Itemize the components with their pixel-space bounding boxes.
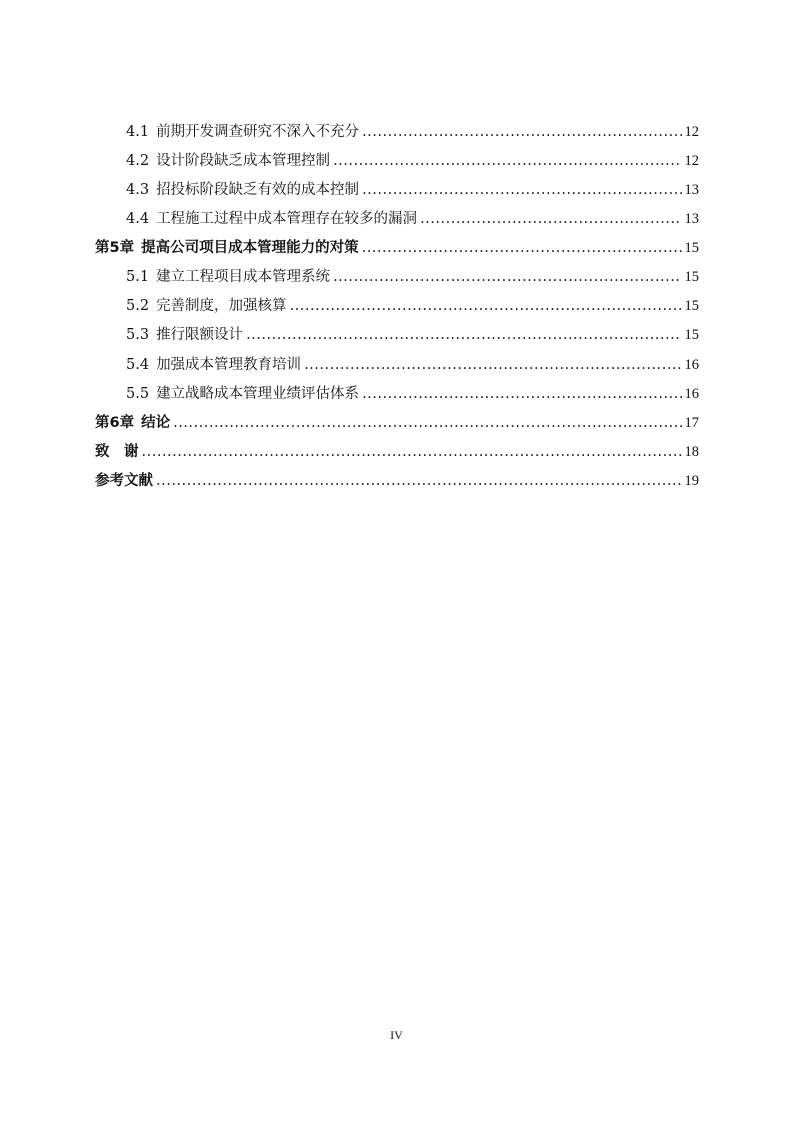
toc-leader-dots <box>362 121 681 143</box>
toc-chapter-number: 第5章 <box>95 240 135 256</box>
toc-leader-dots <box>362 383 681 405</box>
toc-entry-page: 16 <box>684 386 699 402</box>
toc-entry-5-5[interactable] <box>126 383 699 405</box>
toc-references[interactable] <box>95 470 699 492</box>
toc-entry-page: 16 <box>684 357 699 373</box>
toc-entry-number: 4.2 <box>126 153 150 169</box>
toc-entry-number: 5.5 <box>126 386 150 402</box>
toc-entry-title: 前期开发调查研究不深入不充分 <box>156 124 360 140</box>
toc-entry-page: 15 <box>684 269 699 285</box>
toc-entry-title: 完善制度，加强核算 <box>156 298 287 314</box>
toc-entry-page: 13 <box>684 182 699 198</box>
toc-leader-dots <box>420 208 681 230</box>
toc-leader-dots <box>156 470 682 492</box>
toc-entry-4-2[interactable] <box>126 150 699 172</box>
toc-leader-dots <box>304 354 681 376</box>
toc-entry-title: 建立工程项目成本管理系统 <box>156 269 331 285</box>
toc-leader-dots <box>142 441 682 463</box>
toc-entry-title: 推行限额设计 <box>156 327 244 343</box>
toc-acknowledgements[interactable] <box>95 441 699 463</box>
toc-leader-dots <box>333 266 681 288</box>
toc-entry-page: 17 <box>684 415 699 431</box>
toc-entry-number: 4.1 <box>126 124 150 140</box>
toc-entry-5-3[interactable] <box>126 324 699 346</box>
toc-entry-number: 5.1 <box>126 269 150 285</box>
toc-entry-5-2[interactable] <box>126 295 699 317</box>
toc-leader-dots <box>173 412 681 434</box>
toc-leader-dots <box>362 179 681 201</box>
toc-entry-number: 5.3 <box>126 327 150 343</box>
toc-entry-5-4[interactable] <box>126 354 699 376</box>
toc-chapter-title: 结论 <box>141 415 171 431</box>
toc-entry-title: 建立战略成本管理业绩评估体系 <box>156 386 360 402</box>
toc-entry-5-1[interactable] <box>126 266 699 288</box>
toc-entry-page: 15 <box>684 327 699 343</box>
toc-chapter-6[interactable] <box>95 412 699 434</box>
toc-entry-title: 加强成本管理教育培训 <box>156 357 302 373</box>
toc-entry-4-4[interactable] <box>126 208 699 230</box>
toc-entry-number: 5.4 <box>126 357 150 373</box>
toc-entry-page: 12 <box>684 124 699 140</box>
toc-entry-4-3[interactable] <box>126 179 699 201</box>
toc-entry-title: 设计阶段缺乏成本管理控制 <box>156 153 331 169</box>
toc-entry-page: 13 <box>684 211 699 227</box>
toc-leader-dots <box>246 324 681 346</box>
toc-entry-page: 12 <box>684 153 699 169</box>
toc-entry-page: 19 <box>684 473 699 489</box>
toc-entry-number: 4.3 <box>126 182 150 198</box>
toc-entry-title: 工程施工过程中成本管理存在较多的漏洞 <box>156 211 418 227</box>
toc-chapter-number: 第6章 <box>95 415 135 431</box>
toc-chapter-title: 致 谢 <box>95 444 139 460</box>
toc-entry-number: 4.4 <box>126 211 150 227</box>
toc-entry-4-1[interactable] <box>126 121 699 143</box>
toc-entry-page: 15 <box>684 240 699 256</box>
toc-leader-dots <box>333 150 681 172</box>
page-number-footer: IV <box>390 1028 403 1042</box>
toc-entry-title: 招投标阶段缺乏有效的成本控制 <box>156 182 360 198</box>
toc-leader-dots <box>362 237 682 259</box>
toc-leader-dots <box>290 295 682 317</box>
toc-entry-page: 18 <box>684 444 699 460</box>
toc-chapter-5[interactable] <box>95 237 699 259</box>
toc-chapter-title: 参考文献 <box>95 473 153 489</box>
toc-entry-page: 15 <box>684 298 699 314</box>
toc-entry-number: 5.2 <box>126 298 150 314</box>
toc-chapter-title: 提高公司项目成本管理能力的对策 <box>141 240 359 256</box>
